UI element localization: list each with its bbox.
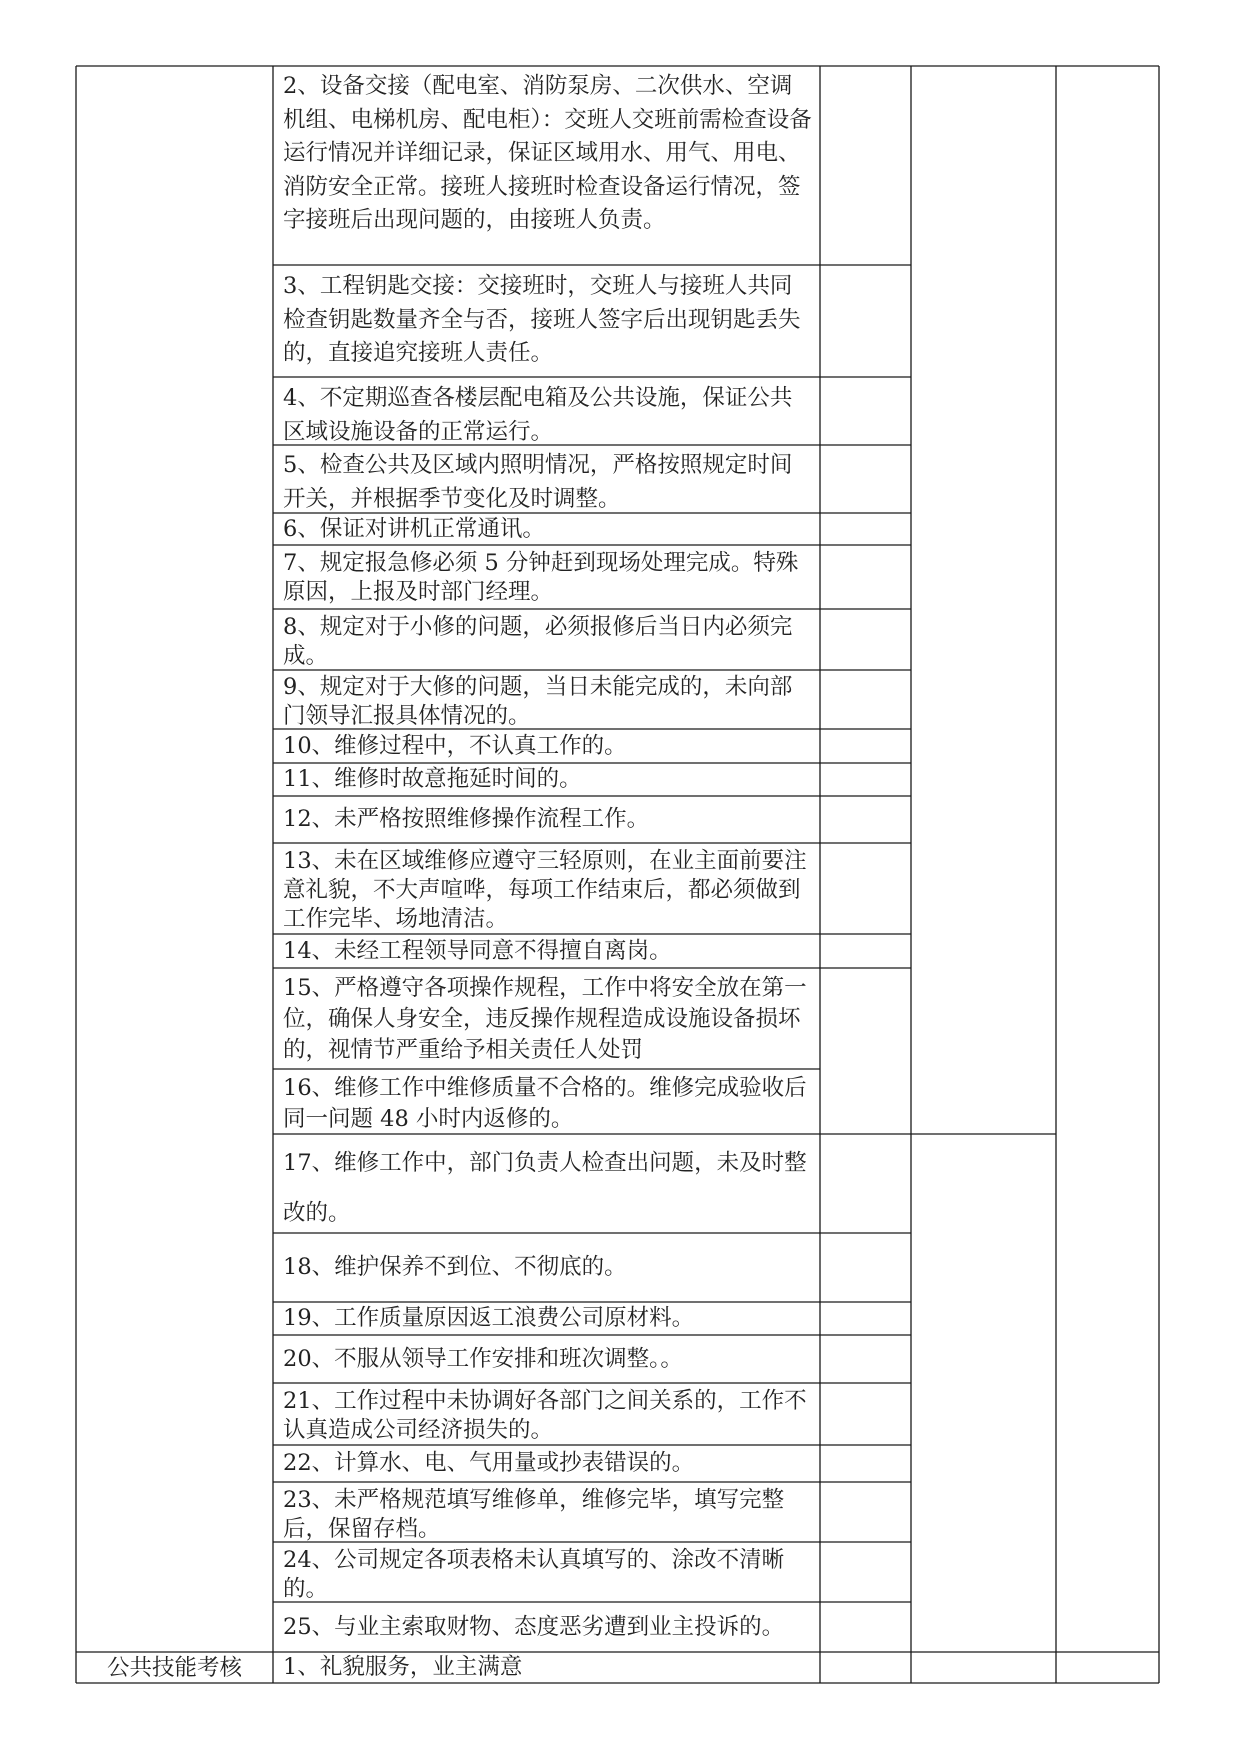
table-row: 1、礼貌服务，业主满意: [283, 1654, 523, 1681]
table-row: 18、维护保养不到位、不彻底的。: [283, 1254, 627, 1281]
table-row: 7、规定报急修必须 5 分钟赶到现场处理完成。特殊原因，上报及时部门经理。: [283, 550, 799, 605]
table-row: 2、设备交接（配电室、消防泵房、二次供水、空调机组、电梯机房、配电柜）：交班人交班前需检查设备运行情况并详细记录，保证区域用水、用气、用电、消防安全正常。接班人接班时检查设备运行情况，签字接班后出现问题的，由接班人负责。: [283, 73, 812, 233]
table-row: 20、不服从领导工作安排和班次调整。。: [283, 1345, 683, 1372]
table-row: 21、工作过程中未协调好各部门之间关系的，工作不认真造成公司经济损失的。: [283, 1388, 807, 1443]
table-row: 24、公司规定各项表格未认真填写的、涂改不清晰的。: [283, 1547, 785, 1602]
table-row: 6、保证对讲机正常通讯。: [283, 515, 545, 542]
table-row: 11、维修时故意拖延时间的。: [283, 766, 582, 793]
table-row: 8、规定对于小修的问题，必须报修后当日内必须完成。: [283, 614, 793, 669]
table-row: 13、未在区域维修应遵守三轻原则，在业主面前要注意礼貌，不大声喧哗，每项工作结束后，都必须做到工作完毕、场地清洁。: [283, 848, 807, 932]
table-row: 4、不定期巡查各楼层配电箱及公共设施，保证公共区域设施设备的正常运行。: [283, 385, 793, 445]
category-label: 公共技能考核: [106, 1655, 242, 1681]
table-row: 17、维修工作中，部门负责人检查出问题，未及时整改的。: [283, 1150, 807, 1226]
table-row: 5、检查公共及区域内照明情况，严格按照规定时间开关，并根据季节变化及时调整。: [283, 452, 793, 512]
table-row: 15、严格遵守各项操作规程，工作中将安全放在第一位，确保人身安全，违反操作规程造成设施设备损坏的，视情节严重给予相关责任人处罚: [283, 975, 807, 1063]
table-row: 25、与业主索取财物、态度恶劣遭到业主投诉的。: [283, 1613, 785, 1640]
table-row: 12、未严格按照维修操作流程工作。: [283, 806, 650, 833]
table-row: 14、未经工程领导同意不得擅自离岗。: [283, 937, 672, 964]
table-row: 16、维修工作中维修质量不合格的。维修完成验收后同一问题 48 小时内返修的。: [283, 1075, 807, 1132]
table-row: 19、工作质量原因返工浪费公司原材料。: [283, 1305, 695, 1332]
table-row: 9、规定对于大修的问题，当日未能完成的，未向部门领导汇报具体情况的。: [283, 674, 793, 729]
table-row: 23、未严格规范填写维修单，维修完毕，填写完整后，保留存档。: [283, 1487, 785, 1542]
table-row: 3、工程钥匙交接：交接班时，交班人与接班人共同检查钥匙数量齐全与否，接班人签字后出现钥匙丢失的，直接追究接班人责任。: [283, 273, 801, 366]
table-row: 10、维修过程中，不认真工作的。: [283, 732, 627, 759]
table-row: 22、计算水、电、气用量或抄表错误的。: [283, 1450, 695, 1477]
